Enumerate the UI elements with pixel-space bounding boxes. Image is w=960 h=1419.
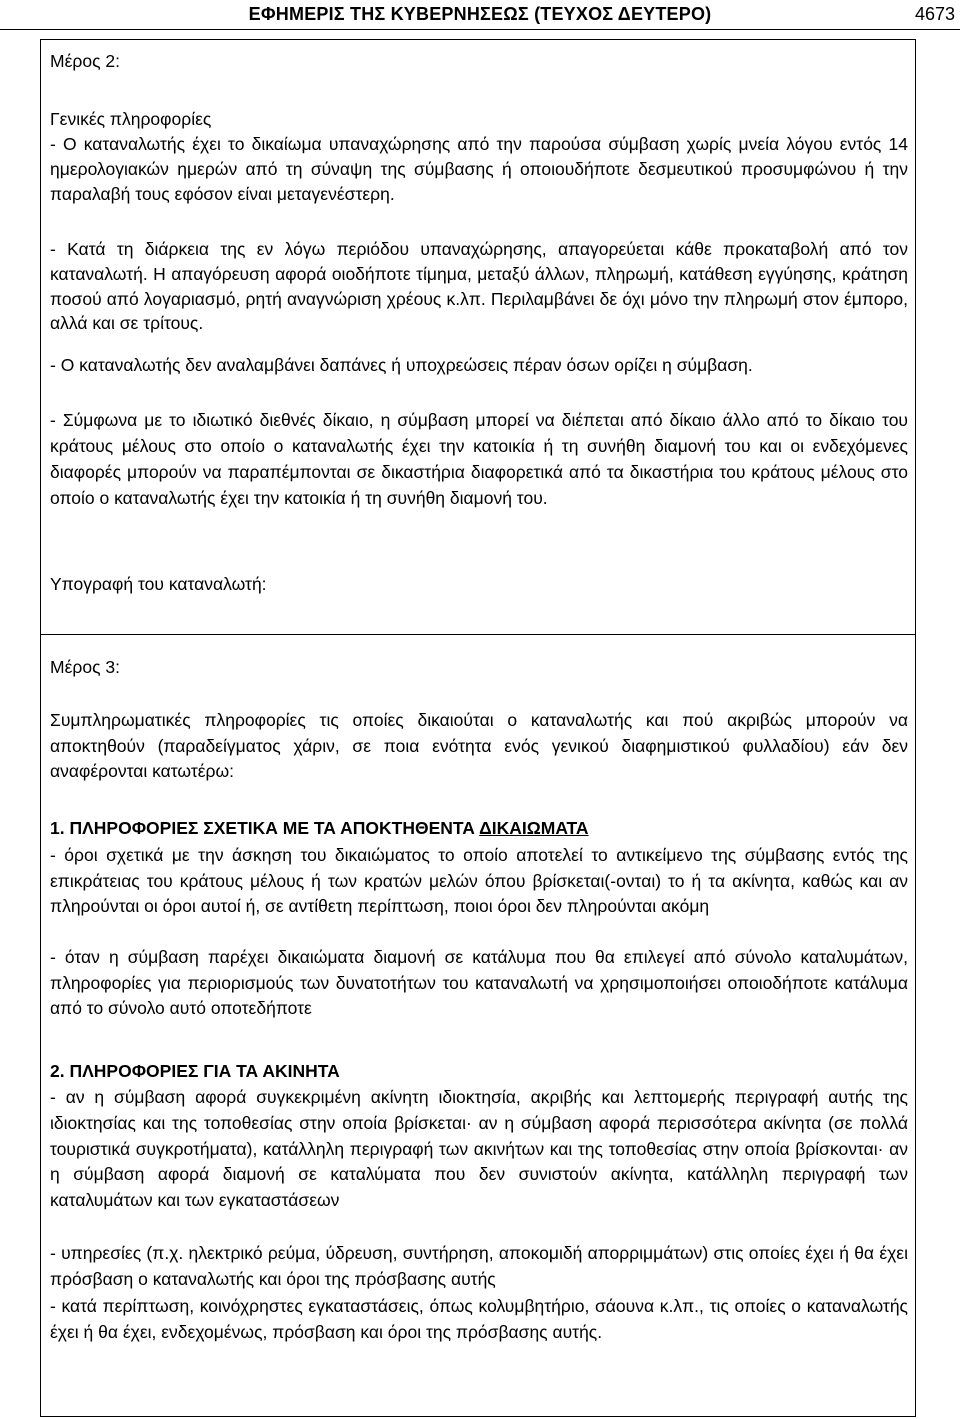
header-divider	[0, 29, 960, 30]
section1-item-accommodation: - όταν η σύμβαση παρέχει δικαιώματα διαμονή σε κατάλυμα που θα επιλεγεί από σύνολο καταλυμάτων, πληροφορίες για περιορισμούς των δυνατοτήτων του καταναλωτή να χρησιμοποιήσει οποιοδήποτε κατάλυμα από το σύνολο αυτό οποτεδήποτε	[50, 947, 908, 1018]
page-number: 4673	[914, 4, 955, 24]
consumer-signature-label: Υπογραφή του καταναλωτή:	[50, 574, 267, 594]
section1-title-text: 1. ΠΛΗΡΟΦΟΡΙΕΣ ΣΧΕΤΙΚΑ ΜΕ ΤΑ ΑΠΟΚΤΗΘΕΝΤΑ	[50, 818, 480, 838]
general-info-label: Γενικές πληροφορίες	[50, 109, 212, 129]
part2-bullet-advance-payment: - Κατά τη διάρκεια της εν λόγω περιόδου υπαναχώρησης, απαγορεύεται κάθε προκαταβολή από τον καταναλωτή. Η απαγόρευση αφορά οιοδήποτε τίμημα, μεταξύ άλλων, πληρωμή, κατάθεση εγγύησης, κράτηση ποσού από λογαριασμό, ρητή αναγνώριση χρέους κ.λπ. Περιλαμβάνει δε όχι μόνο την πληρωμή στον έμπορο, αλλά και σε τρίτους.	[50, 239, 908, 334]
section1-title-underlined-word: ΔΙΚΑΙΩΜΑΤΑ	[479, 818, 589, 838]
part2-heading: Μέρος 2:	[50, 51, 120, 71]
part3-intro: Συμπληρωματικές πληροφορίες τις οποίες δικαιούται ο καταναλωτής και πού ακριβώς μπορούν να αποκτηθούν (παραδείγματος χάριν, σε ποια ενότητα ενός γενικού διαφημιστικού φυλλαδίου) εάν δεν αναφέρονται κατωτέρω:	[50, 710, 908, 781]
part2-bullet-withdrawal-right: - Ο καταναλωτής έχει το δικαίωμα υπαναχώρησης από την παρούσα σύμβαση χωρίς μνεία λόγου εντός 14 ημερολογιακών ημερών από τη σύναψη της σύμβασης ή οποιουδήποτε δεσμευτικού προσυμφώνου ή την παραλαβή τους εφόσον είναι μεταγενέστερη.	[50, 134, 908, 204]
section1-title	[50, 816, 908, 841]
part3-heading: Μέρος 3:	[50, 657, 120, 677]
section2-title: 2. ΠΛΗΡΟΦΟΡΙΕΣ ΓΙΑ ΤΑ ΑΚΙΝΗΤΑ	[50, 1061, 340, 1081]
section1-item-conditions: - όροι σχετικά με την άσκηση του δικαιώματος το οποίο αποτελεί το αντικείμενο της σύμβασης εντός της επικράτειας του κράτους μέλους ή των κρατών μελών όπου βρίσκεται(-ονται) το ή τα ακίνητα, καθώς και αν πληρούνται οι όροι αυτοί ή, σε αντίθετη περίπτωση, ποιοι όροι δεν πληρούνται ακόμη	[50, 845, 908, 916]
section2-item-services: - υπηρεσίες (π.χ. ηλεκτρικό ρεύμα, ύδρευση, συντήρηση, αποκομιδή απορριμμάτων) στις οποίες έχει ή θα έχει πρόσβαση ο καταναλωτής και όροι της πρόσβασης αυτής	[50, 1243, 908, 1289]
gazette-title: ΕΦΗΜΕΡΙΣ ΤΗΣ ΚΥΒΕΡΝΗΣΕΩΣ (ΤΕΥΧΟΣ ΔΕΥΤΕΡΟ)	[248, 4, 712, 24]
part2-bullet-costs: - Ο καταναλωτής δεν αναλαμβάνει δαπάνες ή υποχρεώσεις πέραν όσων ορίζει η σύμβαση.	[50, 355, 753, 375]
section2-item-property-description: - αν η σύμβαση αφορά συγκεκριμένη ακίνητη ιδιοκτησία, ακριβής και λεπτομερής περιγραφή αυτής της ιδιοκτησίας και της τοποθεσίας στην οποία βρίσκεται· αν η σύμβαση αφορά περισσότερα ακίνητα (σε πολλά τουριστικά συγκροτήματα), κατάλληλη περιγραφή των ακινήτων και της τοποθεσίας στην οποία βρίσκονται· αν η σύμβαση αφορά διαμονή σε καταλύματα που δεν συνιστούν ακίνητα, κατάλληλη περιγραφή των καταλυμάτων και των εγκαταστάσεων	[50, 1087, 908, 1211]
section2-item-shared-facilities: - κατά περίπτωση, κοινόχρηστες εγκαταστάσεις, όπως κολυμβητήριο, σάουνα κ.λπ., τις οποίες ο καταναλωτής έχει ή θα έχει, ενδεχομένως, πρόσβαση και όροι της πρόσβασης αυτής.	[50, 1296, 908, 1342]
page-header	[0, 0, 960, 30]
part2-bullet-private-international-law: - Σύμφωνα με το ιδιωτικό διεθνές δίκαιο, η σύμβαση μπορεί να διέπεται από δίκαιο άλλο από το δίκαιο του κράτους μέλους στο οποίο ο καταναλωτής έχει την κατοικία ή τη συνήθη διαμονή του και οι ενδεχόμενες διαφορές μπορούν να παραπέμπονται σε δικαστήρια διαφορετικά από τα δικαστήρια του κράτους μέλους στο οποίο ο καταναλωτής έχει την κατοικία ή τη συνήθη διαμονή του.	[50, 410, 908, 508]
